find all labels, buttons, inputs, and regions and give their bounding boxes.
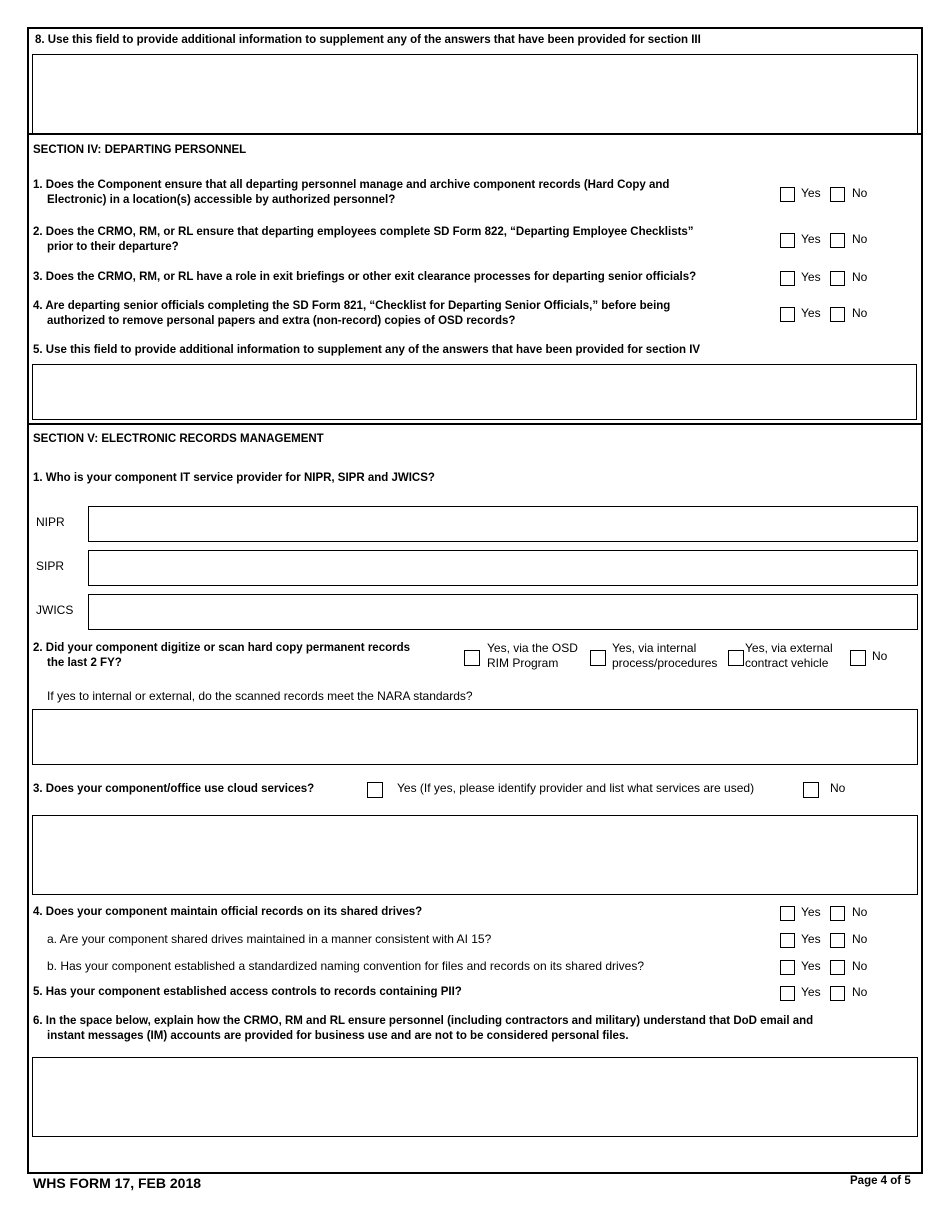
q3-no-checkbox[interactable] <box>803 782 819 798</box>
no-label: No <box>852 985 868 999</box>
section3-q8-label: 8. Use this field to provide additional information to supplement any of the answers that have been provided for section III <box>35 34 701 46</box>
q3-yes-label: Yes (If yes, please identify provider and list what services are used) <box>397 781 755 795</box>
section4-q5-label: 5. Use this field to provide additional information to supplement any of the answers that have been provided for section IV <box>33 344 701 356</box>
section4-q1-yes-checkbox[interactable] <box>780 187 795 202</box>
section4-q3-yes-checkbox[interactable] <box>780 271 795 286</box>
q2-external-label-1: Yes, via external <box>745 641 833 655</box>
section4-q5-textarea[interactable] <box>32 364 917 420</box>
q4-no-checkbox[interactable] <box>830 906 845 921</box>
section5-q1: 1. Who is your component IT service provider for NIPR, SIPR and JWICS? <box>33 472 435 484</box>
yes-label: Yes <box>801 306 821 320</box>
jwics-label: JWICS <box>36 603 74 617</box>
sipr-label: SIPR <box>36 559 65 573</box>
no-label: No <box>852 306 868 320</box>
no-label: No <box>852 232 868 246</box>
q2-internal-label-1: Yes, via internal <box>612 641 697 655</box>
q2-internal-label-2: process/procedures <box>612 656 718 670</box>
section4-q2-yes-checkbox[interactable] <box>780 233 795 248</box>
section5-q6-line1: 6. In the space below, explain how the CRMO, RM and RL ensure personnel (including contractors and military) understand that DoD email and <box>33 1015 814 1027</box>
section4-q1-line1: 1. Does the Component ensure that all departing personnel manage and archive component records (Hard Copy and <box>33 179 670 191</box>
section5-q3: 3. Does your component/office use cloud services? <box>33 783 315 795</box>
yes-label: Yes <box>801 985 821 999</box>
section4-q2-line2: prior to their departure? <box>47 241 179 253</box>
q2-osd-rim-label-2: RIM Program <box>487 656 559 670</box>
section5-q2-followup: If yes to internal or external, do the scanned records meet the NARA standards? <box>47 689 473 703</box>
q2-internal-checkbox[interactable] <box>590 650 606 666</box>
nipr-input[interactable] <box>88 506 918 542</box>
no-label: No <box>852 186 868 200</box>
section4-q3: 3. Does the CRMO, RM, or RL have a role in exit briefings or other exit clearance processes for departing senior officials? <box>33 271 697 283</box>
section5-q6-line2: instant messages (IM) accounts are provided for business use and are not to be considered personal files. <box>47 1030 629 1042</box>
q4b-yes-checkbox[interactable] <box>780 960 795 975</box>
section5-q2-line1: 2. Did your component digitize or scan hard copy permanent records <box>33 642 411 654</box>
section5-q4a: a. Are your component shared drives maintained in a manner consistent with AI 15? <box>47 932 492 946</box>
form-id: WHS FORM 17, FEB 2018 <box>33 1175 202 1191</box>
yes-label: Yes <box>801 905 821 919</box>
q4b-no-checkbox[interactable] <box>830 960 845 975</box>
section5-q4: 4. Does your component maintain official records on its shared drives? <box>33 906 423 918</box>
section5-q2-followup-textarea[interactable] <box>32 709 918 765</box>
section4-q2-line1: 2. Does the CRMO, RM, or RL ensure that departing employees complete SD Form 822, “Departing Employee Checklists” <box>33 226 694 238</box>
section4-title: SECTION IV: DEPARTING PERSONNEL <box>33 144 247 156</box>
sipr-input[interactable] <box>88 550 918 586</box>
q2-no-checkbox[interactable] <box>850 650 866 666</box>
page-number: Page 4 of 5 <box>850 1175 911 1187</box>
q3-yes-checkbox[interactable] <box>367 782 383 798</box>
section4-q2-no-checkbox[interactable] <box>830 233 845 248</box>
section4-q1-line2: Electronic) in a location(s) accessible by authorized personnel? <box>47 194 396 206</box>
nipr-label: NIPR <box>36 515 65 529</box>
yes-label: Yes <box>801 932 821 946</box>
q4a-no-checkbox[interactable] <box>830 933 845 948</box>
q2-external-label-2: contract vehicle <box>745 656 829 670</box>
jwics-input[interactable] <box>88 594 918 630</box>
no-label: No <box>852 270 868 284</box>
section4-q4-yes-checkbox[interactable] <box>780 307 795 322</box>
no-label: No <box>852 905 868 919</box>
section5-q2-line2: the last 2 FY? <box>47 657 122 669</box>
section4-q1-no-checkbox[interactable] <box>830 187 845 202</box>
section5-q6-textarea[interactable] <box>32 1057 918 1137</box>
q2-external-checkbox[interactable] <box>728 650 744 666</box>
section4-q4-line1: 4. Are departing senior officials completing the SD Form 821, “Checklist for Departing Senior Officials,” before being <box>33 300 671 312</box>
section5-q5: 5. Has your component established access controls to records containing PII? <box>33 986 462 998</box>
no-label: No <box>852 959 868 973</box>
yes-label: Yes <box>801 186 821 200</box>
q4-yes-checkbox[interactable] <box>780 906 795 921</box>
section3-q8-textarea[interactable] <box>32 54 918 134</box>
yes-label: Yes <box>801 270 821 284</box>
section4-q4-line2: authorized to remove personal papers and extra (non-record) copies of OSD records? <box>47 315 516 327</box>
yes-label: Yes <box>801 959 821 973</box>
section5-q4b: b. Has your component established a standardized naming convention for files and records on its shared drives? <box>47 959 645 973</box>
q5-no-checkbox[interactable] <box>830 986 845 1001</box>
q3-no-label: No <box>830 781 846 795</box>
no-label: No <box>852 932 868 946</box>
q2-no-label: No <box>872 649 888 663</box>
q2-osd-rim-checkbox[interactable] <box>464 650 480 666</box>
section5-title: SECTION V: ELECTRONIC RECORDS MANAGEMENT <box>33 433 324 445</box>
q4a-yes-checkbox[interactable] <box>780 933 795 948</box>
section-divider <box>27 423 923 425</box>
yes-label: Yes <box>801 232 821 246</box>
section5-q3-textarea[interactable] <box>32 815 918 895</box>
section4-q3-no-checkbox[interactable] <box>830 271 845 286</box>
section4-q4-no-checkbox[interactable] <box>830 307 845 322</box>
q5-yes-checkbox[interactable] <box>780 986 795 1001</box>
q2-osd-rim-label-1: Yes, via the OSD <box>487 641 578 655</box>
